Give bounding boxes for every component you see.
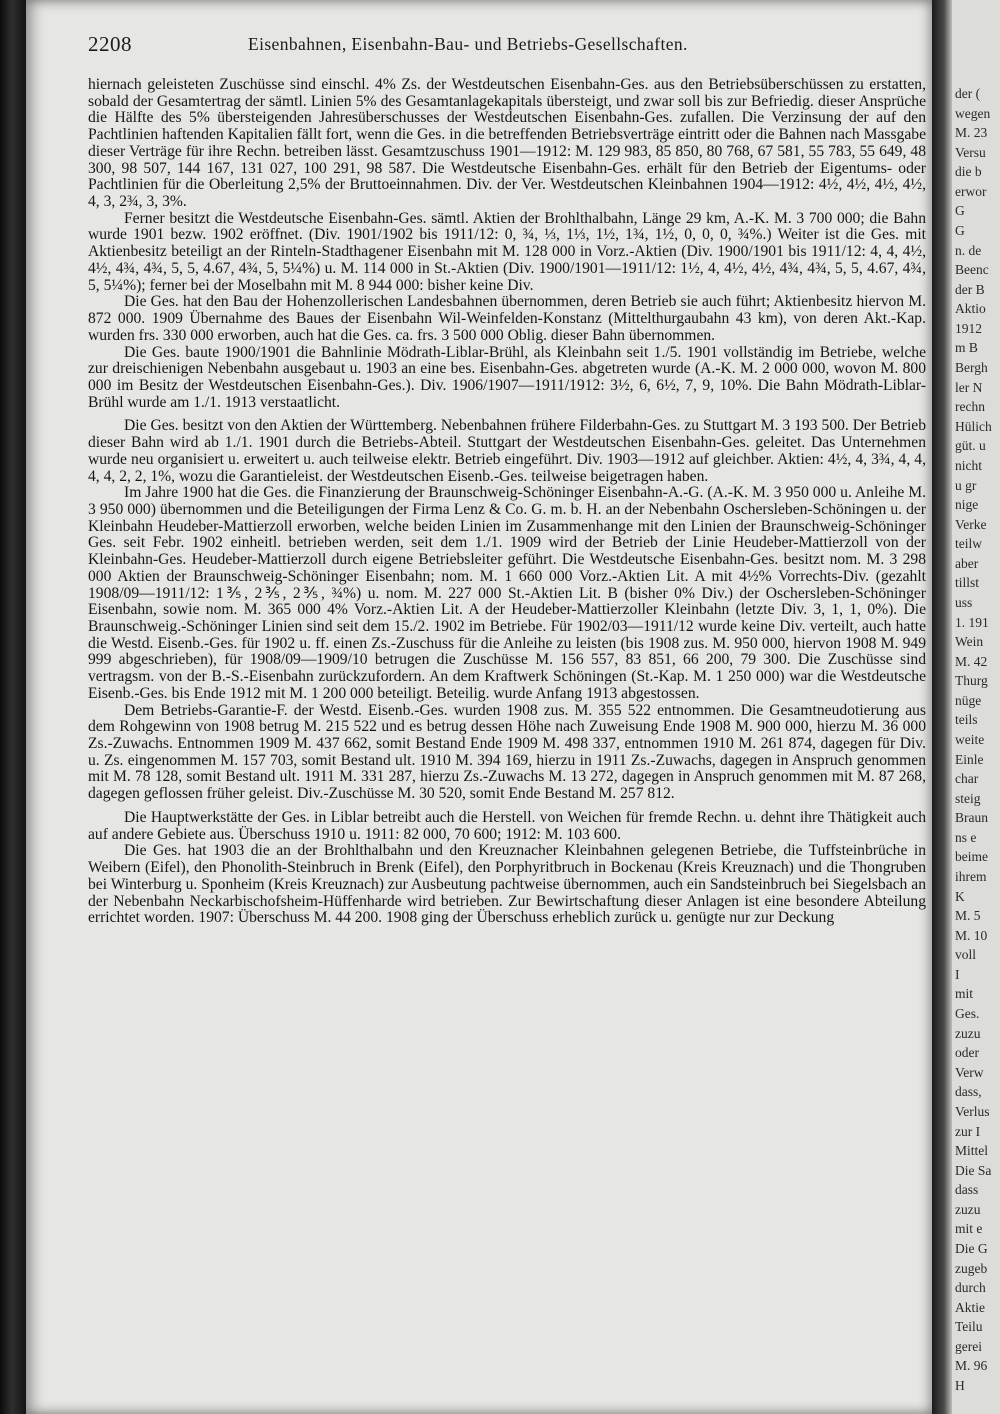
paragraph: Die Hauptwerkstätte der Ges. in Liblar betreibt auch die Herstell. von Weichen für fremde Rechn. u. dehnt ihre Thätigkeit auch auf andere Gebiete aus. Überschuss 1910 u. 1911: 82 000, 70 600; 1912: M. 103 600.	[88, 808, 926, 843]
facing-page-fragment: Braun	[955, 810, 988, 826]
facing-page-fragment: steig	[955, 790, 981, 806]
book-spine-shadow	[0, 0, 26, 1414]
facing-page-fragment: nige	[955, 497, 979, 513]
facing-page-fragment: Mittel	[955, 1143, 988, 1159]
paragraph: Die Ges. hat 1903 die an der Brohlthalbahn und den Kreuznacher Kleinbahnen gelegenen Betriebe, die Tuffsteinbrüche in Weibern (Eifel), den Phonolith-Steinbruch in Brenk (Eifel), den Porphyritbruch in Bockenau (Kreis Kreuznach) und die Thongruben bei Winterburg u. Sponheim (Kreis Kreuznach) zur Ausbeutung pachtweise übernommen, auch ein Sandsteinbruch bei Siegelsbach an der Nebenbahn Neckarbischofsheim-Hüffenharde wird betrieben. Zur Bewirtschaftung dieser Anlagen ist eine besondere Abteilung errichtet worden. 1907: Überschuss M. 44 200. 1908 ging der Überschuss erheblich zurück u. genügte nur zur Deckung	[88, 842, 926, 927]
facing-page-fragment: dass,	[955, 1084, 982, 1100]
book-page	[26, 0, 932, 1414]
book-gutter	[932, 0, 952, 1414]
facing-page-fragment: der (	[955, 86, 981, 101]
page-header	[88, 32, 928, 62]
facing-page-fragment: ihrem	[955, 869, 987, 885]
facing-page-fragment: uss	[955, 594, 973, 610]
page-body	[88, 77, 926, 927]
facing-page-fragment: rechn	[955, 399, 985, 415]
page-number: 2208	[88, 32, 132, 56]
facing-page-fragment: der B	[955, 281, 985, 297]
facing-page-fragment: ns e	[955, 829, 977, 845]
facing-page-fragment: Ges.	[955, 1006, 980, 1022]
facing-page-fragment: Verw	[955, 1064, 984, 1080]
facing-page-fragment: güt. u	[955, 438, 986, 454]
facing-page-fragment: ler N	[955, 379, 983, 395]
facing-page-fragment: Bergh	[955, 360, 988, 376]
facing-page-fragment: oder	[955, 1045, 979, 1061]
facing-page-fragment: mit	[955, 986, 974, 1002]
facing-page-fragment: zuzu	[955, 1025, 981, 1041]
facing-page-fragment: zur I	[955, 1123, 981, 1139]
facing-page-fragment: weite	[955, 732, 985, 747]
facing-page-fragment: 1912	[955, 320, 982, 336]
facing-page-fragment: nicht	[955, 457, 982, 473]
facing-page-fragment: Die G	[955, 1240, 988, 1256]
facing-page-fragment: dass	[955, 1182, 979, 1198]
facing-page-fragment: wegen	[955, 105, 991, 121]
facing-page-fragment: zugeb	[955, 1260, 988, 1276]
paragraph: Die Ges. baute 1900/1901 die Bahnlinie Mödrath-Liblar-Brühl, als Kleinbahn seit 1./5. 1901 vollständig im Betriebe, welche zur dreischienigen Nebenbahn ausgebaut u. 1903 an eine bes. Eisenbahn-Ges. abgetreten wurde (A.-K. M. 2 000 000, wovon M. 800 000 im Besitz der Westdeutschen Eisenbahn-Ges.). Div. 1906/1907—1911/1912: 3½, 6, 6½, 7, 9, 10%. Die Bahn Mödrath-Liblar-Brühl wurde am 1./1. 1913 verstaatlicht.	[88, 343, 926, 411]
facing-page-fragment: G	[955, 223, 965, 239]
facing-page-fragment: erwor	[955, 183, 987, 199]
facing-page-fragment: Beenc	[955, 262, 989, 278]
facing-page-fragment: Teilu	[955, 1319, 983, 1335]
paragraph: Dem Betriebs-Garantie-F. der Westd. Eisenb.-Ges. wurden 1908 zus. M. 355 522 entnommen. Die Gesamtneudotierung aus dem Rohgewinn von 1908 betrug M. 215 522 und es betrug dessen Höhe nach Zuweisung Ende 1908 M. 900 000, hierzu M. 36 000 Zs.-Zuwachs. Entnommen 1909 M. 437 662, somit Bestand Ende 1909 M. 498 337, entnommen 1910 M. 261 874, dagegen für Div. u. Zs. eingenommen M. 157 703, somit Bestand ult. 1910 M. 394 169, hierzu in 1911 Zs.-Zuwachs, dagegen in Anspruch genommen mit M. 78 128, somit Bestand ult. 1911 M. 331 287, hierzu Zs.-Zuwachs M. 13 272, dagegen in Anspruch genommen mit M. 87 268, dagegen geflossen früher geleist. Div.-Zuschüsse M. 30 520, somit Ende Bestand M. 257 812.	[88, 701, 926, 803]
facing-page-fragment: Versu	[955, 144, 986, 160]
facing-page-fragment: I	[955, 966, 960, 982]
facing-page-fragment: tillst	[955, 575, 980, 591]
paragraph: Ferner besitzt die Westdeutsche Eisenbahn-Ges. sämtl. Aktien der Brohlthalbahn, Länge 29 km, A.-K. M. 3 700 000; die Bahn wurde 1901 bezw. 1902 eröffnet. (Div. 1901/1902 bis 1911/12: 0, ¾, ⅓, 1⅓, 1½, 1¾, 1½, 0, 0, 0, ¾%.) Weiter ist die Ges. mit Aktienbesitz beteiligt an der Rinteln-Stadthagener Eisenbahn mit M. 128 000 in Vorz.-Aktien (Div. 1900/1901 bis 1911/12: 4, 4, 4½, 4½, 4¾, 4¾, 5, 5, 4.67, 4¾, 5, 5¼%) u. M. 114 000 in St.-Aktien (Div. 1900/1901—1911/12: 1½, 4, 4½, 4½, 4¾, 4¾, 5, 5, 4.67, 4¾, 5, 5¼%); ferner bei der Moselbahn mit M. 8 944 000: bisher keine Div.	[88, 209, 926, 294]
facing-page-fragment: M. 23	[955, 125, 988, 141]
facing-page-fragment: Einle	[955, 751, 984, 767]
facing-page-fragment: Aktie	[955, 1299, 985, 1315]
facing-page-fragment: die b	[955, 164, 982, 180]
facing-page-fragment: mit e	[955, 1221, 983, 1237]
facing-page-fragment: K	[955, 888, 965, 904]
facing-page-fragment: n. de	[955, 242, 982, 258]
paragraph: hiernach geleisteten Zuschüsse sind einschl. 4% Zs. der Westdeutschen Eisenbahn-Ges. aus den Betriebsüberschüssen zu erstatten, sobald der Gesamtertrag der sämtl. Linien 5% des Gesamtanlagekapitals übersteigt, und zwar soll bis zur Befriedig. dieser Ansprüche die Hälfte des 5% übersteigenden Jahresüberschusses der Westdeutschen Eisenbahn-Ges. zufallen. Die Verzinsung der auf den Pachtlinien haftenden Kapitalien fällt fort, wenn die Ges. in die betreffenden Betriebsverträge eintritt oder die Bahnen nach Massgabe dieser Verträge für ihre Rechn. betreiben lässt. Gesamtzuschuss 1901—1912: M. 129 983, 85 850, 80 768, 67 581, 55 783, 55 649, 48 300, 98 507, 144 167, 131 027, 100 291, 98 587. Die Westdeutsche Eisenbahn-Ges. erhält für den Betrieb der Eigentums- oder Pachtlinien für die Oberleitung 2,5% der Bruttoeinnahmen. Div. der Ver. Westdeutschen Kleinbahnen 1904—1912: 4½, 4½, 4½, 4½, 4, 3, 2¾, 3, 3%.	[88, 76, 926, 211]
facing-page-fragment: nüge	[955, 692, 982, 708]
facing-page-fragment: teilw	[955, 536, 982, 552]
facing-page-fragment: G	[955, 203, 965, 219]
facing-page-edge	[952, 0, 1000, 1414]
facing-page-fragment: M. 42	[955, 653, 988, 669]
facing-page-fragment: char	[955, 771, 979, 787]
facing-page-fragment: Aktio	[955, 301, 986, 317]
facing-page-fragment: durch	[955, 1280, 986, 1296]
facing-page-fragment: gerei	[955, 1338, 982, 1354]
paragraph: Die Ges. besitzt von den Aktien der Württemberg. Nebenbahnen frühere Filderbahn-Ges. zu Stuttgart M. 3 193 500. Der Betrieb dieser Bahn wird ab 1./1. 1901 durch die Betriebs-Abteil. Stuttgart der Westdeutschen Eisenbahn-Ges. geleitet. Das Unternehmen wurde neu organisiert u. erweitert u. auch teilweise elektr. Betrieb eingeführt. Div. 1903—1912 auf gleichber. Aktien: 4½, 4, 3¾, 4, 4, 4, 4, 2, 2, 1%, wozu die Garantieleist. der Westdeutschen Eisenb.-Ges. teilweise beigetragen haben.	[88, 417, 926, 485]
facing-page-fragment: Die Sa	[955, 1162, 992, 1178]
facing-page-fragment: Thurg	[955, 673, 988, 689]
facing-page-fragment: Wein	[955, 634, 984, 650]
facing-page-fragment: voll	[955, 947, 977, 963]
facing-page-fragment: Verlus	[955, 1103, 990, 1119]
facing-page-fragment: zuzu	[955, 1201, 981, 1217]
paragraph: Im Jahre 1900 hat die Ges. die Finanzierung der Braunschweig-Schöninger Eisenbahn-A.-G. (A.-K. M. 3 950 000 u. Anleihe M. 3 950 000) übernommen und die Beteiligungen der Firma Lenz & Co. G. m. b. H. an der Nebenbahn Oschersleben-Schöningen u. der Kleinbahn Heudeber-Mattierzoll erworben, welche beiden Linien im Zusammenhange mit den Linien der Braunschweig-Schöninger Ges. seit Febr. 1902 einheitl. betrieben werden, seit dem 1./1. 1909 wird der Betrieb der Linie Heudeber-Mattierzoll von der Kleinbahn-Ges. Heudeber-Mattierzoll durch eigene Betriebsleiter geführt. Die Westdeutsche Eisenbahn-Ges. besitzt nom. M. 3 298 000 Aktien der Braunschweig-Schöninger Eisenbahn; nom. M. 1 660 000 Vorz.-Aktien Lit. A mit 4½% Vorrechts-Div. (gezahlt 1908/09—1911/12: 1⅗, 2⅗, 2⅗, ¾%) u. nom. M. 227 000 St.-Aktien Lit. B (bisher 0% Div.) der Oschersleben-Schöninger Eisenbahn, sowie nom. M. 365 000 4% Vorz.-Aktien Lit. A der Heudeber-Mattierzoller Kleinbahn (letzte Div. 3, 1, 1, 0%). Die Braunschweig.-Schöninger Linien sind seit dem 15./2. 1902 im Betriebe. Für 1902/03—1911/12 wurde keine Div. verteilt, auch hatte die Westd. Eisenb.-Ges. für 1902 u. ff. einen Zs.-Zuschuss für die Anleihe zu leisten (bis 1908 zus. M. 950 000, hiervon 1908 M. 949 999 abgeschrieben), für 1908/09—1909/10 betrugen die Zuschüsse M. 156 557, 83 851, 66 200, 79 300. Die Zuschüsse sind vertragsm. von der B.-S.-Eisenbahn zurückzufordern. An dem Kraftwerk Schöningen (St.-Kap. M. 1 250 000) war die Westdeutsche Eisenb.-Ges. bis Ende 1912 mit M. 1 200 000 beteiligt. Beteilig. wurde Anfang 1913 abgestossen.	[88, 484, 926, 702]
facing-page-fragment: M. 5	[955, 908, 981, 924]
facing-page-fragment: 1. 191	[955, 614, 989, 630]
facing-page-fragment: Verke	[955, 516, 987, 532]
facing-page-fragment: u gr	[955, 477, 977, 493]
facing-page-fragment: M. 96	[955, 1358, 988, 1374]
facing-page-fragment: M. 10	[955, 927, 988, 943]
facing-page-fragment: H	[955, 1378, 965, 1393]
facing-page-fragment: aber	[955, 555, 979, 571]
facing-page-fragment: Hülich	[955, 418, 992, 434]
facing-page-fragment: m B	[955, 340, 978, 356]
facing-page-fragment: beime	[955, 849, 988, 865]
running-title: Eisenbahnen, Eisenbahn-Bau- und Betriebs-Gesellschaften.	[248, 34, 688, 54]
paragraph: Die Ges. hat den Bau der Hohenzollerischen Landesbahnen übernommen, deren Betrieb sie auch führt; Aktienbesitz hiervon M. 872 000. 1909 Übernahme des Baues der Eisenbahn Wil-Weinfelden-Konstanz (Mittelthurgaubahn 43 km), von deren Akt.-Kap. wurden frs. 330 000 erworben, auch hat die Ges. ca. frs. 3 500 000 Oblig. dieser Bahn übernommen.	[88, 293, 926, 344]
facing-page-fragment: teils	[955, 712, 978, 728]
